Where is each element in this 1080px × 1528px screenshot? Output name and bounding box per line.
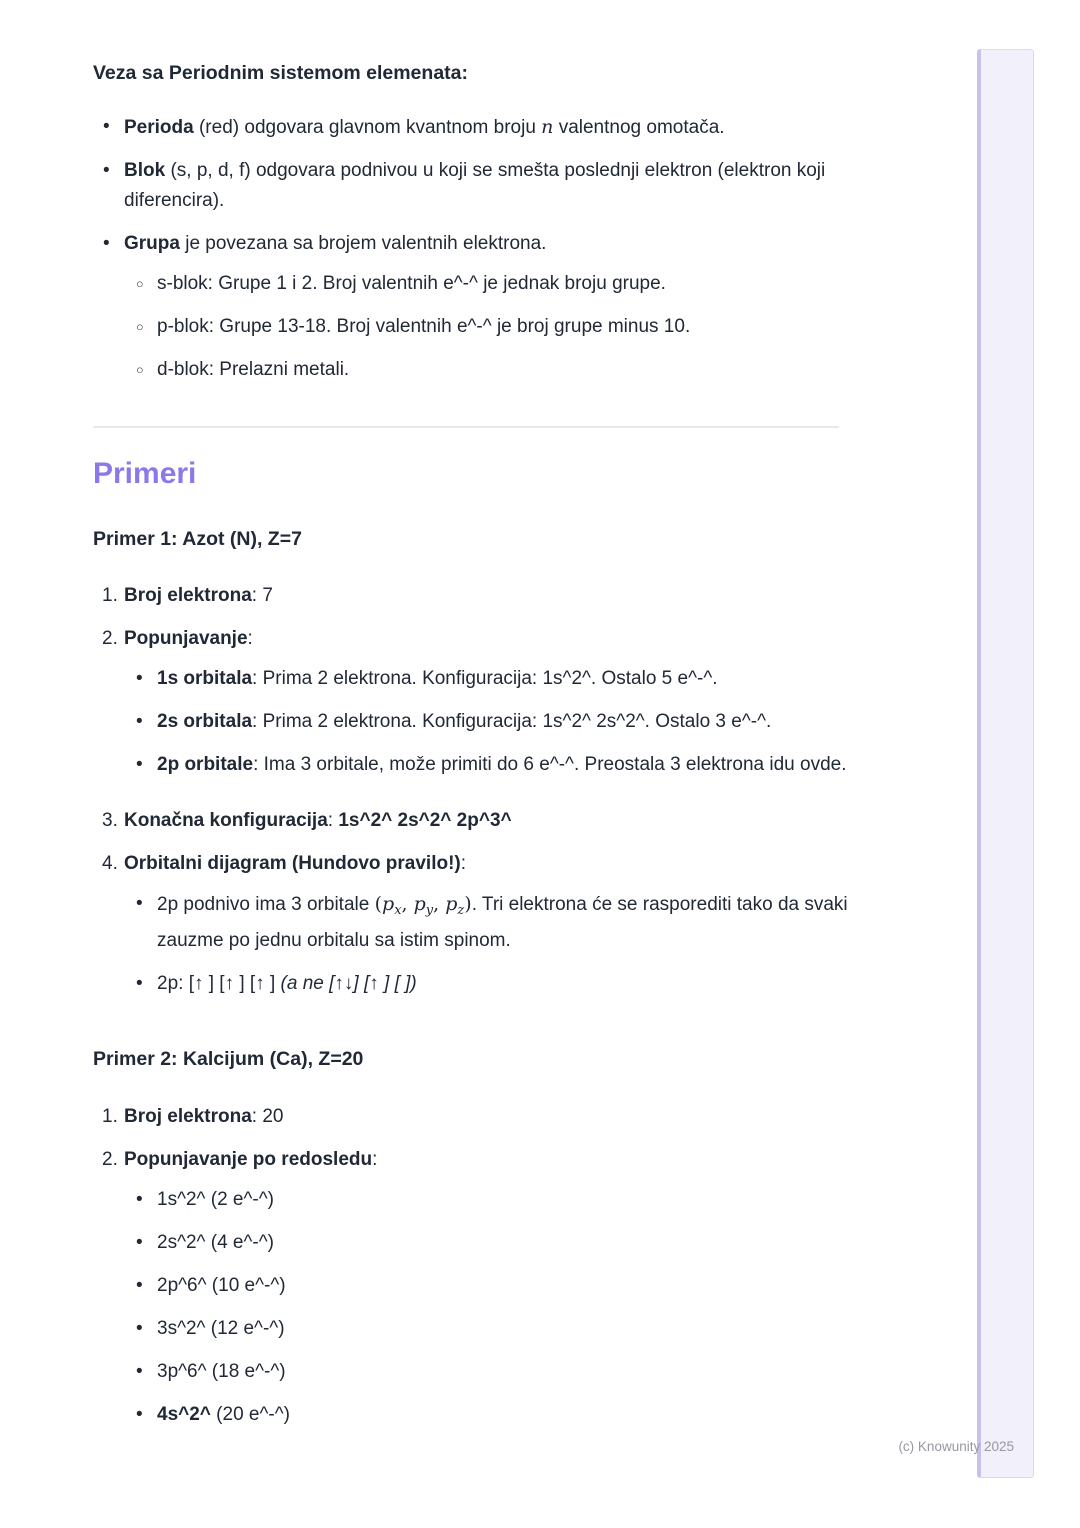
item-number: 1.: [102, 1106, 118, 1127]
primer2-ordered-list: [93, 1102, 858, 1443]
item-number: 2.: [102, 628, 118, 649]
list-item-text: [157, 1400, 858, 1430]
list-item: [93, 112, 858, 143]
text-run: Grupa: [124, 233, 180, 254]
text-run: 2s^2^ (4 e^-^): [157, 1232, 274, 1253]
text-run: (red) odgovara glavnom kvantnom broju: [193, 117, 542, 138]
disc-bullet-icon: •: [136, 1232, 143, 1253]
text-run: je povezana sa brojem valentnih elektrona.: [179, 233, 547, 254]
right-side-highlight-bar: [977, 49, 1034, 1478]
list-item-text: [124, 1102, 858, 1132]
list-item-text: [124, 806, 858, 836]
disc-bullet-icon: •: [103, 160, 110, 181]
text-run: Perioda: [124, 117, 194, 138]
list-item-text: [124, 849, 858, 879]
text-run: Konačna konfiguracija: [124, 810, 328, 831]
list-item: [124, 1357, 858, 1387]
list-item-text: [124, 229, 858, 259]
text-run: 4s^2^: [157, 1404, 211, 1425]
text-run: : Ima 3 orbitale, može primiti do 6 e^-^. Preostala 3 elektrona idu ovde.: [253, 754, 847, 775]
primer1-ordered-list: [93, 581, 858, 1012]
text-run: valentnog omotača.: [553, 117, 725, 138]
text-run: ,: [433, 893, 446, 915]
disc-bullet-icon: •: [136, 668, 143, 689]
list-item: [124, 1314, 858, 1344]
disc-bullet-icon: •: [136, 1361, 143, 1382]
list-item: [124, 269, 858, 299]
text-run: . Tri elektrona će se rasporediti tako da svaki zauzme po jednu orbitalu sa istim spinom.: [157, 894, 848, 951]
list-item: [93, 581, 858, 611]
text-run: 1s^2^ (2 e^-^): [157, 1189, 274, 1210]
list-item: [124, 707, 858, 737]
text-run: 2p orbitale: [157, 754, 254, 775]
text-run: p: [445, 893, 458, 915]
primer2-heading: Primer 2: Kalcijum (Ca), Z=20: [93, 1048, 364, 1070]
circle-bullet-icon: ○: [136, 363, 144, 377]
disc-bullet-icon: •: [136, 711, 143, 732]
text-run: : 7: [251, 585, 273, 606]
text-run: 3s^2^ (12 e^-^): [157, 1318, 285, 1339]
disc-bullet-icon: •: [136, 1189, 143, 1210]
text-run: : Prima 2 elektrona. Konfiguracija: 1s^2^. Ostalo 5 e^-^.: [252, 668, 718, 689]
list-item-text: [157, 1228, 858, 1258]
disc-bullet-icon: •: [136, 973, 143, 994]
sub-list: [124, 1185, 858, 1430]
disc-bullet-icon: •: [136, 1404, 143, 1425]
list-item: [124, 969, 858, 999]
list-item-text: [157, 969, 858, 999]
disc-bullet-icon: •: [103, 116, 110, 137]
section-divider: [93, 426, 839, 428]
text-run: (a ne [↑↓] [↑ ] [ ]): [280, 973, 417, 994]
list-item: [124, 1228, 858, 1258]
list-item-text: [157, 707, 858, 737]
text-run: ): [464, 893, 472, 915]
text-run: (s, p, d, f) odgovara podnivou u koji se smešta poslednji elektron (elektron koji diferencira).: [124, 160, 826, 211]
list-item: [124, 664, 858, 694]
circle-bullet-icon: ○: [136, 277, 144, 291]
list-item: [124, 750, 858, 780]
intro-heading: Veza sa Periodnim sistemom elemenata:: [93, 62, 468, 84]
disc-bullet-icon: •: [103, 233, 110, 254]
list-item: [124, 1185, 858, 1215]
text-run: (20 e^-^): [210, 1404, 290, 1425]
text-run: Popunjavanje: [124, 628, 248, 649]
text-run: ,: [401, 893, 414, 915]
text-run: Broj elektrona: [124, 585, 252, 606]
text-run: Orbitalni dijagram (Hundovo pravilo!): [124, 853, 461, 874]
list-item-text: [157, 312, 858, 342]
list-item-text: [157, 750, 858, 780]
list-item: [124, 312, 858, 342]
disc-bullet-icon: •: [136, 1275, 143, 1296]
list-item: [124, 1271, 858, 1301]
text-run: :: [372, 1149, 378, 1170]
item-number: 4.: [102, 853, 118, 874]
primer1-heading: Primer 1: Azot (N), Z=7: [93, 528, 302, 550]
text-run: x: [394, 903, 402, 918]
text-run: Broj elektrona: [124, 1106, 252, 1127]
disc-bullet-icon: •: [136, 1318, 143, 1339]
text-run: n: [541, 116, 554, 138]
text-run: : 20: [251, 1106, 284, 1127]
disc-bullet-icon: •: [136, 754, 143, 775]
list-item-text: [157, 889, 858, 956]
text-run: :: [247, 628, 253, 649]
primeri-title: Primeri: [93, 457, 197, 490]
text-run: 2p^6^ (10 e^-^): [157, 1275, 286, 1296]
list-item: [93, 806, 858, 836]
list-item: [93, 156, 858, 216]
copyright-footer: (c) Knowunity 2025: [898, 1439, 1014, 1454]
text-run: 2s orbitala: [157, 711, 253, 732]
list-item: [124, 355, 858, 385]
list-item: [93, 229, 858, 398]
text-run: 1s^2^ 2s^2^ 2p^3^: [338, 810, 512, 831]
text-run: :: [460, 853, 467, 874]
list-item-text: [157, 664, 858, 694]
text-run: p: [413, 893, 426, 915]
document-content: [93, 58, 858, 1456]
text-run: 2p podnivo ima 3 orbitale: [157, 894, 375, 915]
list-item: [93, 1145, 858, 1443]
sub-list: [124, 664, 858, 780]
text-run: (: [374, 893, 383, 915]
list-item-text: [124, 1145, 858, 1175]
item-number: 1.: [102, 585, 118, 606]
item-number: 3.: [102, 810, 118, 831]
list-item-text: [157, 1185, 858, 1215]
list-item: [124, 1400, 858, 1430]
list-item: [93, 624, 858, 793]
text-run: :: [327, 810, 339, 831]
intro-bullet-list: [93, 112, 858, 398]
text-run: s-blok: Grupe 1 i 2. Broj valentnih e^-^ je jednak broju grupe.: [157, 273, 666, 294]
list-item: [124, 889, 858, 956]
disc-bullet-icon: •: [136, 893, 143, 914]
item-number: 2.: [102, 1149, 118, 1170]
list-item-text: [157, 1314, 858, 1344]
text-run: Popunjavanje po redosledu: [124, 1149, 373, 1170]
text-run: 1s orbitala: [157, 668, 253, 689]
text-run: p-blok: Grupe 13-18. Broj valentnih e^-^ je broj grupe minus 10.: [157, 316, 691, 337]
text-run: Blok: [124, 160, 166, 181]
list-item-text: [157, 1271, 858, 1301]
list-item-text: [124, 156, 858, 216]
list-item: [93, 849, 858, 1012]
list-item-text: [124, 624, 858, 654]
list-item: [93, 1102, 858, 1132]
text-run: z: [457, 903, 465, 918]
text-run: 3p^6^ (18 e^-^): [157, 1361, 286, 1382]
text-run: d-blok: Prelazni metali.: [157, 359, 350, 380]
list-item-text: [157, 355, 858, 385]
list-item-text: [124, 581, 858, 611]
sub-list: [124, 889, 858, 999]
list-item-text: [157, 1357, 858, 1387]
circle-bullet-icon: ○: [136, 320, 144, 334]
text-run: y: [425, 903, 434, 918]
text-run: p: [382, 893, 395, 915]
sub-list: [124, 269, 858, 385]
text-run: 2p: [↑ ] [↑ ] [↑ ]: [157, 973, 281, 994]
list-item-text: [157, 269, 858, 299]
text-run: : Prima 2 elektrona. Konfiguracija: 1s^2^ 2s^2^. Ostalo 3 e^-^.: [252, 711, 772, 732]
list-item-text: [124, 112, 858, 143]
